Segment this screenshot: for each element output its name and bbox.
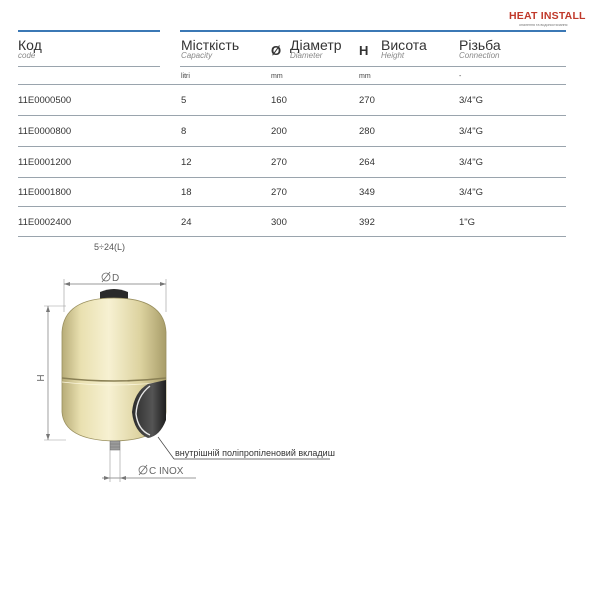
brand-logo — [509, 10, 597, 30]
unit-connection: - — [459, 73, 462, 80]
logo-main-text: HEAT INSTALL — [509, 10, 586, 22]
liner-callout — [158, 437, 335, 459]
cell-code: 11E0001800 — [18, 187, 72, 198]
cell-capacity: 12 — [181, 157, 192, 168]
header-rule-left — [18, 66, 160, 67]
cell-connection: 3/4"G — [459, 157, 483, 168]
col-capacity-subtitle: Capacity — [181, 51, 213, 60]
cell-height: 392 — [359, 217, 375, 228]
expansion-tank — [62, 289, 166, 450]
height-symbol: H — [359, 43, 369, 58]
col-capacity-title: Місткість — [181, 37, 240, 53]
cell-code: 11E0000800 — [18, 126, 72, 137]
table-row — [0, 217, 600, 247]
cell-diameter: 200 — [271, 126, 287, 137]
col-height-subtitle: Height — [381, 51, 405, 60]
logo-tagline: опалення та водопостачання — [519, 23, 568, 27]
col-diameter-subtitle: Diameter — [290, 51, 323, 60]
table-row — [0, 157, 600, 187]
row-rule — [18, 146, 566, 147]
cell-diameter: 160 — [271, 95, 287, 106]
cell-capacity: 8 — [181, 126, 187, 137]
col-connection-title: Різьба — [459, 37, 501, 53]
cell-connection: 3/4"G — [459, 126, 483, 137]
connection-label: C INOX — [149, 466, 184, 477]
col-code-subtitle: code — [18, 51, 36, 60]
units-rule — [18, 84, 566, 85]
col-height-title: Висота — [381, 37, 427, 53]
height-label: H — [36, 374, 47, 382]
cell-diameter: 270 — [271, 157, 287, 168]
cell-diameter: 270 — [271, 187, 287, 198]
height-dimension — [36, 306, 66, 440]
cell-capacity: 5 — [181, 95, 187, 106]
table-row — [0, 126, 600, 156]
unit-height: mm — [359, 73, 371, 80]
cell-connection: 3/4"G — [459, 95, 483, 106]
cell-height: 280 — [359, 126, 375, 137]
cell-capacity: 24 — [181, 217, 192, 228]
cell-code: 11E0000500 — [18, 95, 72, 106]
cell-code: 11E0001200 — [18, 157, 72, 168]
diameter-label: D — [112, 273, 120, 284]
cell-diameter: 300 — [271, 217, 287, 228]
diameter-symbol-icon — [102, 272, 110, 282]
table-row — [0, 95, 600, 125]
col-diameter-title: Діаметр — [290, 37, 342, 53]
col-code-title: Код — [18, 37, 42, 53]
unit-capacity: litri — [181, 73, 190, 80]
tank-drawing — [0, 260, 600, 490]
diameter-symbol: Ø — [271, 43, 282, 58]
cell-height: 264 — [359, 157, 375, 168]
model-range-label: 5÷24(L) — [94, 242, 125, 252]
connection-diameter-icon — [139, 465, 147, 475]
callout-text: внутрішній поліпропіленовий вкладиш — [175, 448, 335, 458]
cell-connection: 3/4"G — [459, 187, 483, 198]
table-top-rule-left — [18, 30, 160, 32]
table-row — [0, 187, 600, 217]
unit-diameter: mm — [271, 73, 283, 80]
cell-height: 349 — [359, 187, 375, 198]
row-rule — [18, 177, 566, 178]
cell-connection: 1"G — [459, 217, 476, 228]
table-bottom-rule — [18, 236, 566, 237]
cell-capacity: 18 — [181, 187, 192, 198]
cell-height: 270 — [359, 95, 375, 106]
cell-code: 11E0002400 — [18, 217, 72, 228]
row-rule — [18, 115, 566, 116]
header-rule-right — [180, 66, 566, 67]
row-rule — [18, 206, 566, 207]
col-connection-subtitle: Connection — [459, 51, 500, 60]
table-top-rule-right — [180, 30, 566, 32]
